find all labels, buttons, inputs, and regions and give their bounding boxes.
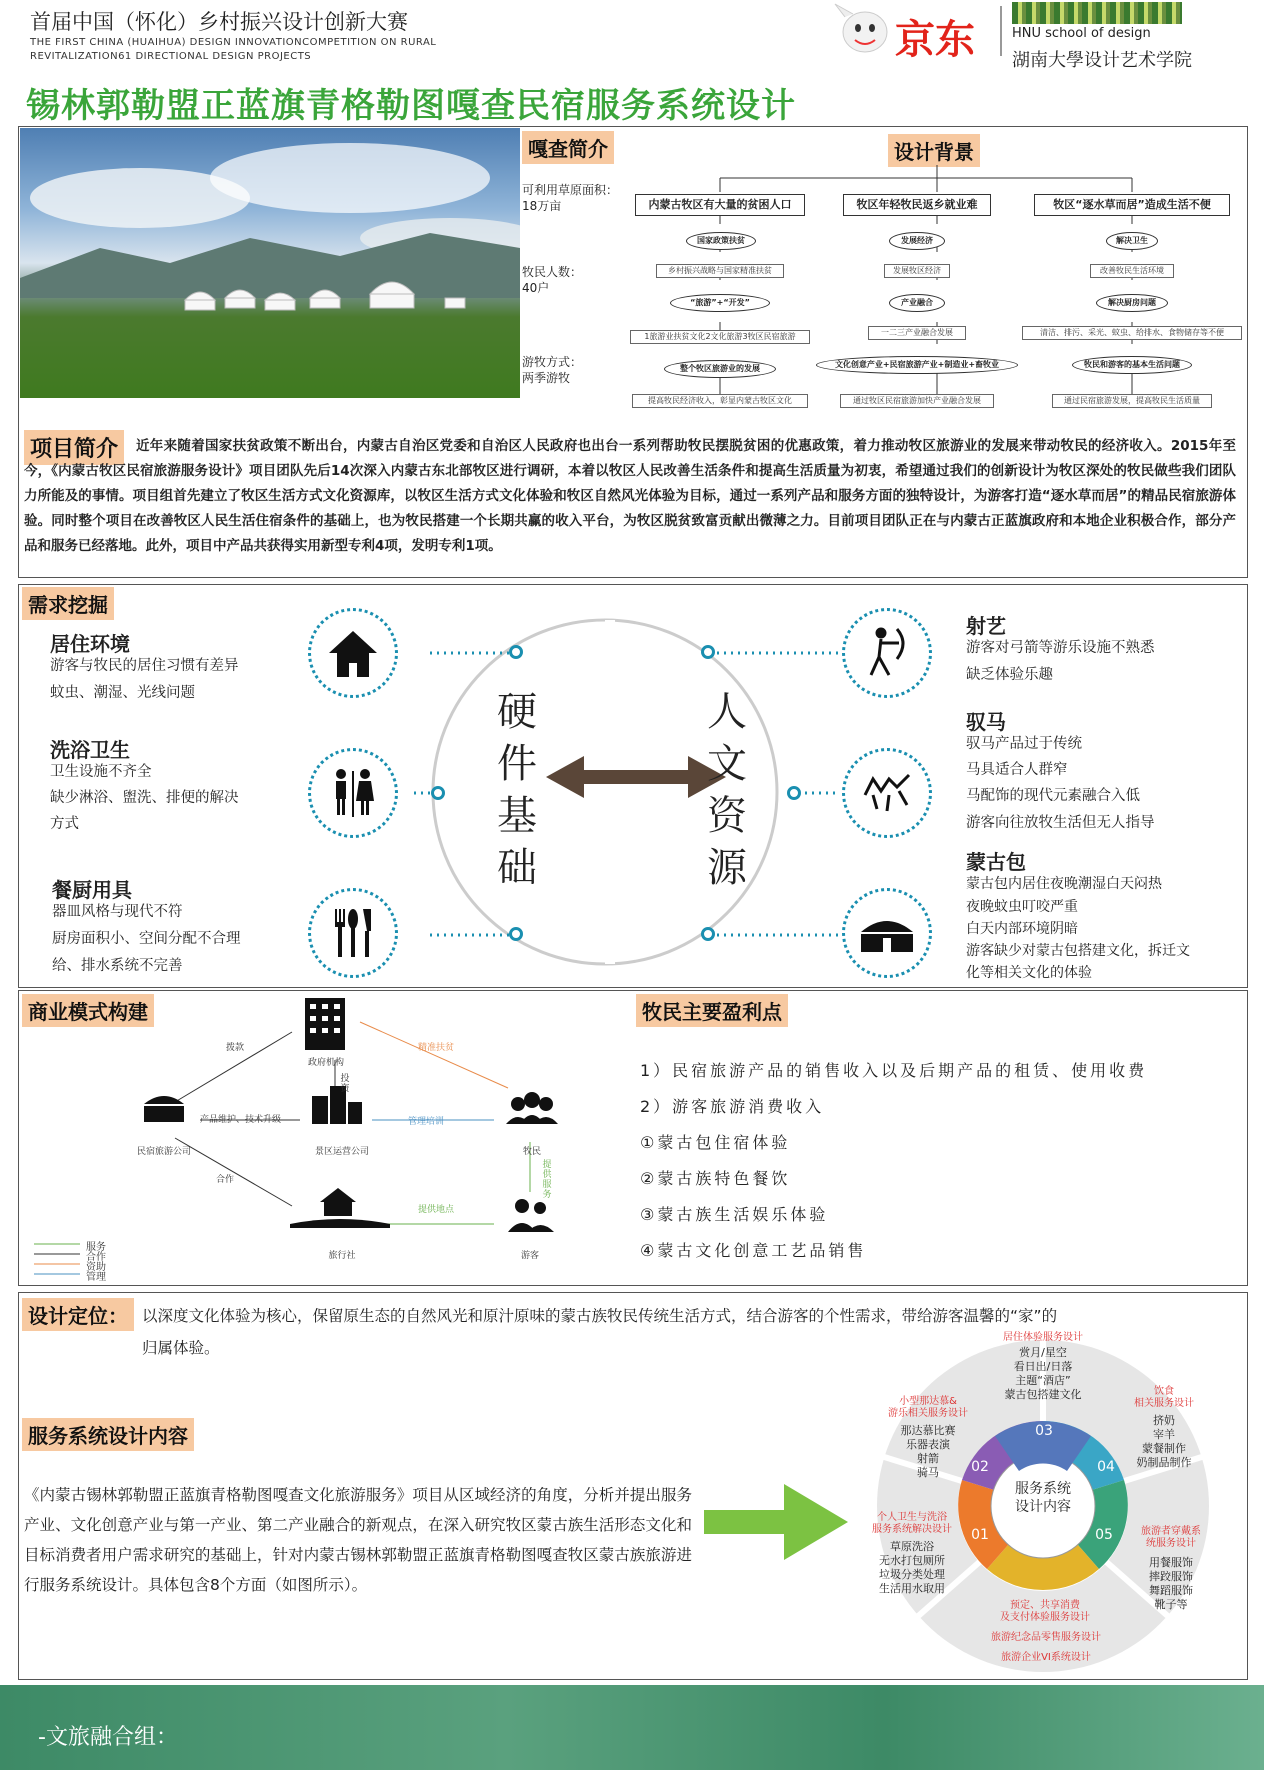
demand-left-3-title: 餐厨用具 (52, 878, 132, 902)
profit-tag: 牧民主要盈利点 (636, 994, 788, 1027)
archery-icon (842, 608, 932, 698)
segment-05-head: 旅游者穿戴系 统服务设计 (1141, 1526, 1201, 1549)
culture-char-2: 文 (707, 741, 747, 787)
grass-area-value: 18万亩 (522, 199, 562, 213)
segment-02-item-2: 乐器表演 (906, 1438, 950, 1451)
hardware-char-3: 基 (497, 793, 537, 839)
profit-item-5: ③蒙古族生活娱乐体验 (640, 1205, 829, 1224)
green-arrow-icon (704, 1480, 850, 1564)
segment-05-item-1: 用餐服饰 (1149, 1556, 1193, 1569)
profit-item-4: ②蒙古族特色餐饮 (640, 1169, 791, 1188)
demand-left-2-line-2: 缺少淋浴、盥洗、排便的解决 (50, 790, 239, 806)
demand-right-3-line-5: 化等相关文化的体验 (966, 965, 1092, 981)
project-tag: 项目简介 (24, 430, 124, 465)
segment-05-item-3: 舞蹈服饰 (1149, 1584, 1193, 1597)
jd-logo (825, 2, 1005, 62)
segment-04-item-1: 挤奶 (1153, 1414, 1175, 1427)
demand-left-1-line-2: 蚊虫、潮湿、光线问题 (50, 685, 195, 701)
segment-01-items (862, 1540, 962, 1596)
logo-divider (1000, 6, 1002, 56)
jd-logo-text: 京东 (895, 17, 975, 63)
positioning-text-2: 归属体验。 (142, 1339, 220, 1357)
hardware-char-4: 础 (497, 845, 537, 891)
branch-1-box-2: 1旅游业扶贫文化2文化旅游3牧区民宿旅游 (630, 330, 810, 344)
segment-05-num: 05 (1095, 1527, 1113, 1543)
branch-2-oval-1: 发展经济 (889, 232, 945, 250)
demand-right-3-line-3: 白天内部环境阴暗 (966, 921, 1078, 937)
demand-left-1-title: 居住环境 (50, 632, 130, 656)
service-tag: 服务系统设计内容 (22, 1418, 194, 1451)
demand-left-1-line-1: 游客与牧民的居住习惯有差异 (50, 658, 239, 674)
branch-1-box-1: 乡村振兴战略与国家精准扶贫 (656, 264, 784, 278)
branch-1-box-3: 提高牧民经济收入，彰显内蒙古牧区文化 (632, 394, 808, 408)
herders-value: 40户 (522, 281, 550, 295)
branch-3-box-3: 通过民宿旅游发展，提高牧民生活质量 (1052, 394, 1212, 408)
segment-04-head: 饮食 相关服务设计 (1134, 1386, 1194, 1409)
profit-item-6: ④蒙古文化创意工艺品销售 (640, 1241, 867, 1260)
yurt-icon (842, 888, 932, 978)
segment-04-num: 04 (1097, 1459, 1115, 1475)
culture-char-3: 资 (707, 793, 747, 839)
yurt-landscape-icon (20, 128, 520, 398)
legend-coop: 合作 (86, 1252, 106, 1263)
branch-3-oval-3: 牧民和游客的基本生活问题 (1072, 356, 1192, 374)
project-text: 近年来随着国家扶贫政策不断出台，内蒙古自治区党委和自治区人民政府也出台一系列帮助牧民摆脱贫困的优惠政策，着力推动牧区旅游业的发展来带动牧民的经济收入。2015年至今，《内蒙古牧区民宿旅游服务设计》项目团队先后14次深入内蒙古东北部牧区进行调研，本着以牧区人民改善生活条件和提高生活质量为初衷，希望通过我们的创新设计为牧区深处的牧民做些我们团队力所能及的事情。项目组首先建立了牧区生活方式文化资源库，以牧区生活方式文化体验和牧区自然风光体验为目标，通过一系列产品和服务方面的独特设计，为游客打造“逐水草而居”的精品民宿旅游体验。同时整个项目在改善牧区人民生活住宿条件的基础上，也为牧民搭建一个长期共赢的收入平台，为牧区脱贫致富贡献出微薄之力。目前项目团队正在与内蒙古正蓝旗政府和本地企业积极合作，部分产品和服务已经落地。此外，项目中产品共获得实用新型专利4项，发明专利1项。 (24, 438, 1236, 554)
branch-1-oval-3: 整个牧区旅游业的发展 (664, 360, 776, 378)
branch-2-box-1: 发展牧区经济 (884, 264, 950, 278)
travel-agency-icon (290, 1188, 390, 1228)
edge-product: 产品维护、技术升级 (200, 1115, 282, 1125)
segment-01-num: 01 (971, 1527, 989, 1543)
main-title: 锡林郭勒盟正蓝旗青格勒图嘎查民宿服务系统设计 (26, 86, 796, 126)
demand-right-2-line-1: 驭马产品过于传统 (966, 736, 1082, 752)
positioning-text-1: 以深度文化体验为核心，保留原生态的自然风光和原汁原味的蒙古族牧民传统生活方式，结合游客的个性需求，带给游客温馨的“家”的 (142, 1307, 1058, 1325)
segment-02-items (878, 1424, 978, 1480)
edge-place: 提供地点 (418, 1205, 455, 1215)
segment-05-item-4: 靴子等 (1154, 1598, 1188, 1611)
hardware-char-1: 硬 (497, 689, 537, 735)
demand-right-2-line-3: 马配饰的现代元素融合入低 (966, 788, 1140, 804)
segment-06-head: 预定、共享消费 及支付体验服务设计 (1000, 1600, 1090, 1623)
demand-left-2-line-3: 方式 (50, 816, 79, 832)
demand-left-2-line-1: 卫生设施不齐全 (50, 764, 152, 780)
edge-coop: 合作 (216, 1175, 235, 1185)
segment-04-items (1124, 1414, 1204, 1470)
branch-2-box-2: 一二三产业融合发展 (868, 326, 966, 340)
legend-fund: 资助 (86, 1262, 106, 1273)
segment-01-head: 个人卫生与洗浴 服务系统解决设计 (872, 1512, 952, 1535)
demand-left-3-line-1: 器皿风格与现代不符 (52, 904, 183, 920)
segment-07-head: 旅游纪念品零售服务设计 (991, 1632, 1101, 1643)
profit-item-1: 1）民宿旅游产品的销售收入以及后期产品的租赁、使用收费 (640, 1061, 1148, 1080)
contest-en-line-2: REVITALIZATION61 DIRECTIONAL DESIGN PROJECTS (30, 51, 312, 62)
footer-text: -文旅融合组： (38, 1725, 178, 1750)
segment-03-items (988, 1346, 1098, 1402)
branch-2-oval-2: 产业融合 (889, 294, 945, 312)
demand-tag: 需求挖掘 (22, 587, 114, 620)
node-scenic: 景区运营公司 (314, 1147, 369, 1157)
grazing (522, 354, 582, 386)
hnu-cn-name: 湖南大學设计艺术学院 (1012, 50, 1192, 71)
branch-1-title: 内蒙古牧区有大量的贫困人口 (635, 194, 805, 216)
segment-03-item-2: 看日出/日落 (1013, 1360, 1073, 1373)
segment-02-head: 小型那达慕& 游乐相关服务设计 (888, 1396, 968, 1419)
segment-04-item-3: 蒙餐制作 (1142, 1442, 1186, 1455)
segment-05-item-2: 摔跤服饰 (1149, 1570, 1193, 1583)
herders-icon (506, 1092, 558, 1124)
branch-3-oval-1: 解决卫生 (1106, 232, 1158, 250)
edge-policy: 精准扶贫 (418, 1043, 455, 1053)
grazing-label: 游牧方式： (522, 355, 583, 369)
node-tourist: 游客 (520, 1251, 539, 1261)
demand-right-3-line-1: 蒙古包内居住夜晚潮湿白天闷热 (966, 876, 1162, 892)
branch-1-oval-1: 国家政策扶贫 (686, 232, 756, 250)
demand-right-2-line-4: 游客向往放牧生活但无人指导 (966, 815, 1155, 831)
segment-04-item-4: 奶制品制作 (1136, 1456, 1192, 1469)
hnu-pattern-bar (1012, 2, 1182, 24)
demand-right-1-title: 射艺 (966, 614, 1006, 638)
segment-08-head: 旅游企业VI系统设计 (1001, 1652, 1091, 1663)
contest-title: 首届中国（怀化）乡村振兴设计创新大赛 (30, 10, 408, 34)
horse-riding-icon (842, 748, 932, 838)
ring-node-5 (787, 786, 801, 800)
branch-3-box-2: 清洁、排污、采光、蚊虫、给排水、食物储存等不便 (1022, 326, 1242, 340)
demand-right-2-line-2: 马具适合人群窄 (966, 762, 1068, 778)
hnu-en-name: HNU school of design (1012, 26, 1151, 41)
node-company: 民宿旅游公司 (136, 1147, 191, 1157)
contest-english-title (30, 36, 460, 64)
segment-03-item-4: 蒙古包搭建文化 (1004, 1388, 1082, 1401)
government-building-icon (305, 998, 345, 1050)
edge-invest: 投资 (340, 1074, 350, 1094)
legend-manage: 管理 (86, 1272, 106, 1283)
grassland-photo (20, 128, 520, 398)
scenic-company-icon (312, 1086, 362, 1124)
positioning-tag: 设计定位： (22, 1298, 134, 1331)
ring-node-2 (431, 786, 445, 800)
ring-node-3 (509, 927, 523, 941)
edge-fund: 拨款 (226, 1043, 245, 1053)
node-agency: 旅行社 (328, 1251, 356, 1261)
hardware-char-2: 件 (497, 741, 537, 787)
segment-04-item-2: 宰羊 (1153, 1428, 1175, 1441)
culture-char-1: 人 (707, 689, 747, 735)
herders-label: 牧民人数： (522, 265, 583, 279)
segment-02-item-1: 那达慕比赛 (900, 1424, 956, 1437)
segment-05-items (1130, 1556, 1212, 1612)
branch-1-oval-2: “旅游”+“开发” (670, 294, 770, 312)
service-text: 《内蒙古锡林郭勒盟正蓝旗青格勒图嘎查文化旅游服务》项目从区域经济的角度，分析并提出服务产业、文化创意产业与第一产业、第二产业融合的新观点，在深入研究牧区蒙古族生活形态文化和目标消费者用户需求研究的基础上，针对内蒙古锡林郭勒盟正蓝旗青格勒图嘎查牧区蒙古族旅游进行服务系统设计。具体包含8个方面（如图所示）。 (24, 1486, 692, 1594)
herders (522, 264, 582, 296)
segment-02-item-4: 骑马 (917, 1466, 939, 1479)
segment-02-num: 02 (971, 1459, 989, 1475)
demand-right-3-title: 蒙古包 (966, 850, 1026, 874)
segment-02-item-3: 射箭 (917, 1452, 939, 1465)
demand-right-3-line-2: 夜晚蚊虫叮咬严重 (966, 899, 1078, 915)
segment-01-item-3: 垃圾分类处理 (879, 1568, 945, 1581)
segment-03-num: 03 (1035, 1423, 1053, 1439)
segment-03-item-1: 赏月/星空 (1019, 1346, 1067, 1359)
demand-right-1-line-2: 缺乏体验乐趣 (966, 667, 1053, 683)
demand-right-2-title: 驭马 (966, 710, 1006, 734)
ring-node-4 (701, 645, 715, 659)
culture-char-4: 源 (707, 845, 747, 891)
ring-center-text: 服务系统 设计内容 (1015, 1481, 1071, 1515)
business-diagram (20, 992, 600, 1284)
node-herder: 牧民 (522, 1147, 541, 1157)
segment-01-item-2: 无水打包厕所 (879, 1554, 945, 1567)
hnu-logo (1012, 2, 1192, 72)
ring-node-1 (509, 645, 523, 659)
segment-03-item-3: 主题“酒店” (1015, 1374, 1071, 1387)
branch-2-title: 牧区年轻牧民返乡就业难 (843, 194, 991, 216)
gacha-tag: 嘎查简介 (522, 131, 614, 164)
grass-area (522, 182, 618, 214)
branch-2-oval-3: 文化创意产业+民宿旅游产业+制造业+畜牧业 (816, 356, 1018, 374)
ring-node-6 (701, 927, 715, 941)
node-government: 政府机构 (307, 1058, 344, 1068)
business-tag: 商业模式构建 (22, 994, 154, 1027)
demand-left-3-line-3: 给、排水系统不完善 (52, 958, 183, 974)
background-tag: 设计背景 (888, 134, 980, 167)
segment-01-item-1: 草原洗浴 (890, 1540, 934, 1553)
demand-right-1-line-1: 游客对弓箭等游乐设施不熟悉 (966, 640, 1155, 656)
branch-3-title: 牧区“逐水草而居”造成生活不便 (1034, 194, 1230, 216)
demand-left-2-title: 洗浴卫生 (50, 738, 130, 762)
segment-01-item-4: 生活用水取用 (879, 1582, 945, 1595)
tourists-icon (508, 1199, 554, 1232)
profit-item-3: ①蒙古包住宿体验 (640, 1133, 791, 1152)
demand-left-3-line-2: 厨房面积小、空间分配不合理 (52, 931, 241, 947)
grass-area-label: 可利用草原面积： (522, 183, 619, 197)
edge-train: 管理培训 (408, 1117, 445, 1127)
branch-3-box-1: 改善牧民生活环境 (1090, 264, 1174, 278)
edge-service: 提供服务 (542, 1160, 552, 1200)
contest-en-line-1: THE FIRST CHINA (HUAIHUA) DESIGN INNOVATIONCOMPETITION ON RURAL (30, 37, 437, 48)
branch-3-oval-2: 解决厨房问题 (1096, 294, 1168, 312)
grazing-value: 两季游牧 (522, 371, 571, 385)
demand-right-3-line-4: 游客缺少对蒙古包搭建文化，拆迁文 (966, 943, 1190, 959)
profit-item-2: 2）游客旅游消费收入 (640, 1097, 825, 1116)
segment-03-head: 居住体验服务设计 (1003, 1332, 1083, 1343)
footer-banner (0, 1685, 1264, 1770)
branch-2-box-3: 通过牧区民宿旅游加快产业融合发展 (840, 394, 994, 408)
legend-service: 服务 (86, 1242, 106, 1253)
